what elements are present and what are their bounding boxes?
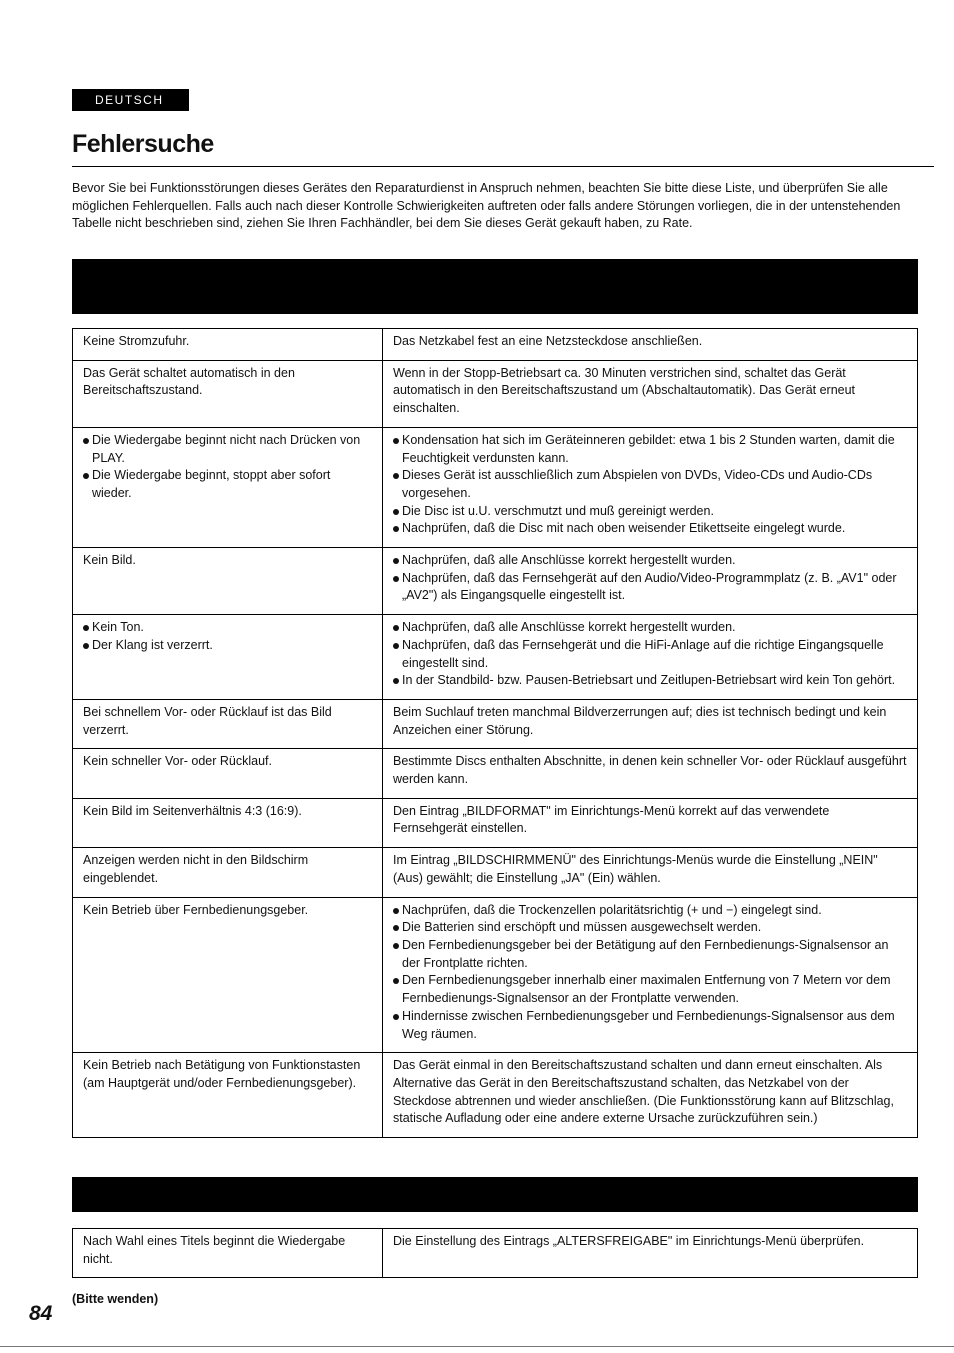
table-row <box>73 427 918 547</box>
continue-note: (Bitte wenden) <box>72 1292 159 1306</box>
remedy-cell: Bestimmte Discs enthalten Abschnitte, in denen kein schneller Vor- oder Rücklauf ausgeführt werden kann. <box>383 749 918 798</box>
section-header-band <box>72 1177 918 1212</box>
remedy-cell: Den Eintrag „BILDFORMAT" im Einrichtungs-Menü korrekt auf das verwendete Fernsehgerät einstellen. <box>383 798 918 847</box>
remedy-item: Dieses Gerät ist ausschließlich zum Abspielen von DVDs, Video-CDs und Audio-CDs vorgesehen. <box>393 467 907 502</box>
bottom-rule <box>0 1346 954 1347</box>
title-underline <box>72 166 934 167</box>
table-row <box>73 1229 918 1278</box>
remedy-item: Kondensation hat sich im Geräteinneren gebildet: etwa 1 bis 2 Stunden warten, damit die Feuchtigkeit verdunsten kann. <box>393 432 907 467</box>
symptom-item: Die Wiedergabe beginnt, stoppt aber sofort wieder. <box>83 467 372 502</box>
remedy-item: In der Standbild- bzw. Pausen-Betriebsart und Zeitlupen-Betriebsart wird kein Ton gehört. <box>393 672 907 690</box>
symptom-item: Der Klang ist verzerrt. <box>83 637 372 655</box>
symptom-cell: Kein Betrieb über Fernbedienungsgeber. <box>73 897 383 1053</box>
symptom-cell: Anzeigen werden nicht in den Bildschirm eingeblendet. <box>73 848 383 897</box>
table-header-band <box>72 259 918 314</box>
remedy-item: Die Batterien sind erschöpft und müssen ausgewechselt werden. <box>393 919 907 937</box>
symptom-cell: Kein schneller Vor- oder Rücklauf. <box>73 749 383 798</box>
table-row <box>73 329 918 361</box>
table-row <box>73 699 918 748</box>
symptom-cell: Bei schnellem Vor- oder Rücklauf ist das Bild verzerrt. <box>73 699 383 748</box>
table-row <box>73 798 918 847</box>
symptom-cell: Kein Bild. <box>73 548 383 615</box>
page-title: Fehlersuche <box>72 130 214 158</box>
remedy-item: Die Disc ist u.U. verschmutzt und muß gereinigt werden. <box>393 503 907 521</box>
symptom-cell <box>73 427 383 547</box>
remedy-item: Nachprüfen, daß alle Anschlüsse korrekt hergestellt wurden. <box>393 552 907 570</box>
remedy-cell: Das Gerät einmal in den Bereitschaftszustand schalten und dann erneut einschalten. Als Alternative das Gerät in den Bereitschaftszustand schalten, das Netzkabel von der Steckdose abtrennen und wieder anschließen. (Die Funktionsstörung kann auf Blitzschlag, statische Aufladung oder eine andere externe Ursache zurückzuführen sein.) <box>383 1053 918 1138</box>
intro-paragraph: Bevor Sie bei Funktionsstörungen dieses Gerätes den Reparaturdienst in Anspruch nehmen, beachten Sie bitte diese Liste, und überprüfen Sie alle möglichen Fehlerquellen. Falls auch nach dieser Kontrolle Schwierigkeiten auftreten oder falls andere Störungen vorliegen, die in der untenstehenden Tabelle nicht beschrieben sind, ziehen Sie Ihren Fachhändler, bei dem Sie dieses Gerät gekauft haben, zu Rate. <box>72 181 901 230</box>
troubleshooting-table-2 <box>72 1228 918 1278</box>
remedy-cell <box>383 897 918 1053</box>
troubleshooting-table <box>72 328 918 1138</box>
symptom-cell: Kein Bild im Seitenverhältnis 4:3 (16:9). <box>73 798 383 847</box>
remedy-item: Den Fernbedienungsgeber innerhalb einer maximalen Entfernung von 7 Metern vor dem Fernbedienungs-Signalsensor an der Frontplatte verwenden. <box>393 972 907 1007</box>
remedy-item: Nachprüfen, daß alle Anschlüsse korrekt hergestellt wurden. <box>393 619 907 637</box>
remedy-cell: Das Netzkabel fest an eine Netzsteckdose anschließen. <box>383 329 918 361</box>
remedy-item: Nachprüfen, daß die Disc mit nach oben weisender Etikettseite eingelegt wurde. <box>393 520 907 538</box>
table-row <box>73 749 918 798</box>
symptom-cell: Das Gerät schaltet automatisch in den Bereitschaftszustand. <box>73 360 383 427</box>
remedy-cell: Die Einstellung des Eintrags „ALTERSFREIGABE" im Einrichtungs-Menü überprüfen. <box>383 1229 918 1278</box>
symptom-item: Kein Ton. <box>83 619 372 637</box>
language-tag: DEUTSCH <box>72 89 189 111</box>
remedy-item: Hindernisse zwischen Fernbedienungsgeber und Fernbedienungs-Signalsensor aus dem Weg räumen. <box>393 1008 907 1043</box>
table-row <box>73 615 918 700</box>
remedy-cell: Im Eintrag „BILDSCHIRMMENÜ" des Einrichtungs-Menüs wurde die Einstellung „NEIN" (Aus) gewählt; die Einstellung „JA" (Ein) wählen. <box>383 848 918 897</box>
remedy-cell: Wenn in der Stopp-Betriebsart ca. 30 Minuten verstrichen sind, schaltet das Gerät automatisch in den Bereitschaftszustand um (Abschaltautomatik). Das Gerät erneut einschalten. <box>383 360 918 427</box>
remedy-item: Nachprüfen, daß die Trockenzellen polaritätsrichtig (+ und −) eingelegt sind. <box>393 902 907 920</box>
table-row <box>73 548 918 615</box>
remedy-item: Nachprüfen, daß das Fernsehgerät auf den Audio/Video-Programmplatz (z. B. „AV1" oder „AV2") als Eingangsquelle eingestellt ist. <box>393 570 907 605</box>
table-row <box>73 360 918 427</box>
table-row <box>73 1053 918 1138</box>
remedy-cell: Beim Suchlauf treten manchmal Bildverzerrungen auf; dies ist technisch bedingt und kein Anzeichen einer Störung. <box>383 699 918 748</box>
remedy-cell <box>383 548 918 615</box>
symptom-cell <box>73 615 383 700</box>
table-row <box>73 897 918 1053</box>
remedy-item: Den Fernbedienungsgeber bei der Betätigung auf den Fernbedienungs-Signalsensor an der Frontplatte richten. <box>393 937 907 972</box>
remedy-item: Nachprüfen, daß das Fernsehgerät und die HiFi-Anlage auf die richtige Eingangsquelle eingestellt sind. <box>393 637 907 672</box>
symptom-cell: Kein Betrieb nach Betätigung von Funktionstasten (am Hauptgerät und/oder Fernbedienungsgeber). <box>73 1053 383 1138</box>
remedy-cell <box>383 615 918 700</box>
symptom-cell: Keine Stromzufuhr. <box>73 329 383 361</box>
table-row <box>73 848 918 897</box>
symptom-item: Die Wiedergabe beginnt nicht nach Drücken von PLAY. <box>83 432 372 467</box>
remedy-cell <box>383 427 918 547</box>
page-number: 84 <box>29 1302 53 1325</box>
symptom-cell: Nach Wahl eines Titels beginnt die Wiedergabe nicht. <box>73 1229 383 1278</box>
